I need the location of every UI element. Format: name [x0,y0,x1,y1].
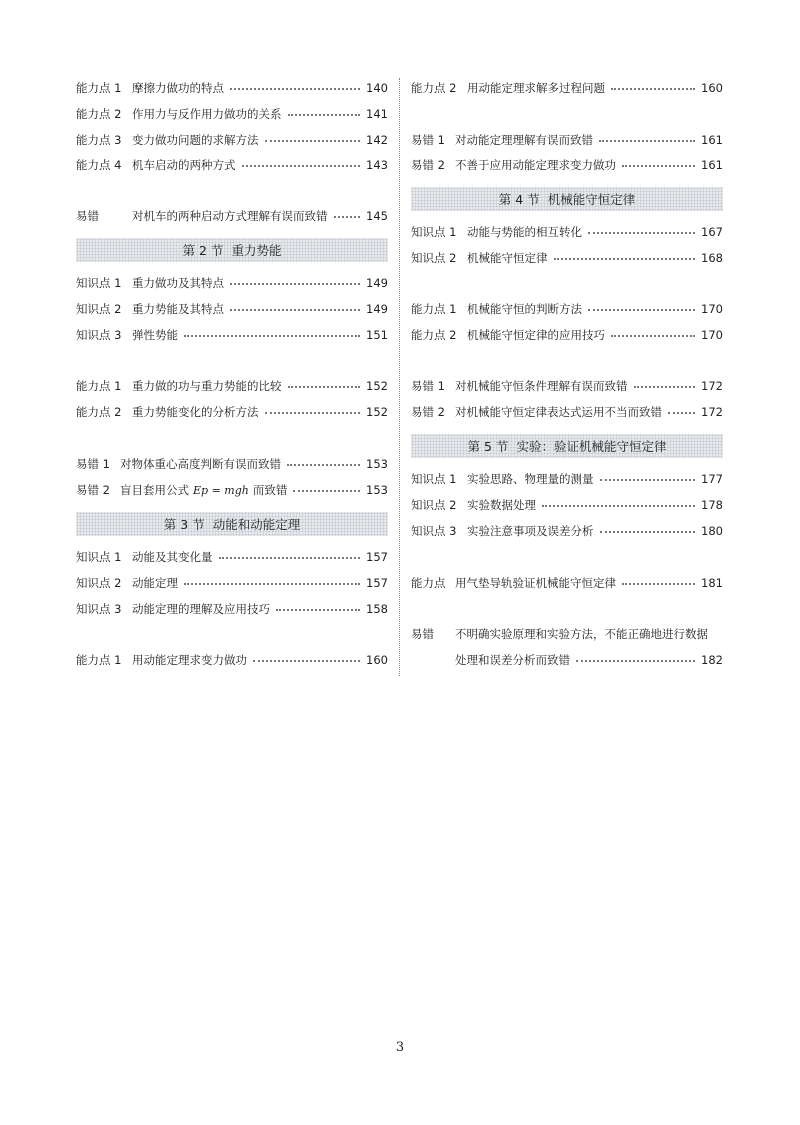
toc-entry[interactable] [76,325,388,345]
dot-leader [253,660,360,662]
entry-title: 重力势能及其特点 [132,302,224,316]
dot-leader [184,335,360,337]
toc-entry-line2[interactable] [411,650,723,670]
dot-leader [184,583,360,585]
dot-leader [588,309,695,311]
entry-label: 易错 [76,209,99,223]
entry-page: 143 [366,158,388,172]
entry-label: 能力点 1 [76,653,122,667]
toc-entry[interactable] [76,299,388,319]
toc-entry[interactable] [76,130,388,150]
entry-page: 152 [366,405,388,419]
entry-title: 不明确实验原理和实验方法，不能正确地进行数据 [455,627,708,641]
toc-entry[interactable] [411,325,723,345]
section-header-3[interactable] [76,512,388,536]
entry-label: 能力点 1 [411,302,457,316]
entry-page: 167 [701,225,723,239]
entry-title: 作用力与反作用力做功的关系 [132,107,282,121]
entry-title: 弹性势能 [132,328,178,342]
entry-label: 易错 2 [411,158,445,172]
dot-leader [265,140,361,142]
entry-title: 用气垫导轨验证机械能守恒定律 [455,576,616,590]
entry-label: 易错 1 [411,379,445,393]
dot-leader [293,490,360,492]
entry-page: 157 [366,576,388,590]
entry-label: 能力点 2 [411,81,457,95]
entry-page: 149 [366,276,388,290]
entry-title: 用动能定理求解多过程问题 [467,81,605,95]
toc-entry[interactable] [76,376,388,396]
toc-entry[interactable] [76,599,388,619]
dot-leader [230,88,360,90]
entry-page: 151 [366,328,388,342]
toc-entry[interactable] [411,521,723,541]
entry-label: 易错 2 [411,405,445,419]
entry-page: 172 [701,379,723,393]
dot-leader [334,216,361,218]
dot-leader [554,258,696,260]
toc-entry[interactable] [76,155,388,175]
dot-leader [611,88,695,90]
dot-leader [599,140,695,142]
toc-entry[interactable] [76,480,388,500]
entry-title: 对物体重心高度判断有误而致错 [120,457,281,471]
entry-title: 动能定理 [132,576,178,590]
entry-page: 178 [701,498,723,512]
dot-leader [219,557,361,559]
entry-title: 对动能定理理解有误而致错 [455,133,593,147]
entry-page: 180 [701,524,723,538]
entry-label: 知识点 2 [76,576,122,590]
section-number: 第 5 节 [467,439,509,454]
entry-page: 181 [701,576,723,590]
entry-title: 动能与势能的相互转化 [467,225,582,239]
entry-title: 重力做的功与重力势能的比较 [132,379,282,393]
toc-entry[interactable] [76,547,388,567]
entry-page: 145 [366,209,388,223]
entry-title: 实验思路、物理量的测量 [467,472,594,486]
entry-label: 易错 2 [76,483,110,497]
dot-leader [287,464,360,466]
entry-title: 机械能守恒的判断方法 [467,302,582,316]
dot-leader [634,386,696,388]
toc-entry[interactable] [411,495,723,515]
entry-title: 对机车的两种启动方式理解有误而致错 [132,209,328,223]
toc-entry[interactable] [411,299,723,319]
entry-page: 161 [701,158,723,172]
entry-title-continued: 处理和误差分析而致错 [455,653,570,667]
section-title: 重力势能 [231,243,282,258]
entry-page: 170 [701,302,723,316]
entry-page: 153 [366,483,388,497]
entry-label: 知识点 2 [76,302,122,316]
section-header-4[interactable] [411,187,723,211]
entry-page: 160 [366,653,388,667]
dot-leader [600,479,696,481]
dot-leader [576,660,695,662]
entry-label: 易错 1 [411,133,445,147]
entry-label: 知识点 3 [411,524,457,538]
section-header-2[interactable] [76,238,388,262]
entry-page: 161 [701,133,723,147]
toc-entry[interactable] [411,376,723,396]
entry-label: 知识点 1 [76,276,122,290]
entry-label: 能力点 2 [76,405,122,419]
entry-title: 对机械能守恒定律表达式运用不当而致错 [455,405,662,419]
entry-title: 机械能守恒定律 [467,251,548,265]
entry-title: 对机械能守恒条件理解有误而致错 [455,379,628,393]
entry-label: 知识点 1 [411,472,457,486]
entry-page: 177 [701,472,723,486]
entry-label: 知识点 1 [411,225,457,239]
entry-label: 易错 [411,627,434,641]
entry-label: 能力点 1 [76,81,122,95]
section-title: 机械能守恒定律 [547,192,636,207]
toc-entry[interactable] [411,573,723,593]
entry-title: 不善于应用动能定理求变力做功 [455,158,616,172]
entry-label: 能力点 2 [76,107,122,121]
section-title: 实验：验证机械能守恒定律 [516,439,667,454]
entry-title: 实验注意事项及误差分析 [467,524,594,538]
toc-entry[interactable] [76,104,388,124]
entry-title: 摩擦力做功的特点 [132,81,224,95]
toc-entry[interactable] [411,78,723,98]
entry-label: 知识点 3 [76,602,122,616]
toc-entry[interactable] [411,469,723,489]
entry-page: 141 [366,107,388,121]
entry-page: 158 [366,602,388,616]
page-number: 3 [395,1040,405,1055]
section-title: 动能和动能定理 [212,517,301,532]
toc-entry[interactable] [411,222,723,242]
entry-page: 157 [366,550,388,564]
column-divider [399,78,400,676]
entry-page: 170 [701,328,723,342]
toc-entry[interactable] [76,573,388,593]
entry-title: 用动能定理求变力做功 [132,653,247,667]
entry-label: 易错 1 [76,457,110,471]
dot-leader [542,505,695,507]
toc-entry[interactable] [76,206,388,226]
section-header-5[interactable] [411,434,723,458]
section-number: 第 2 节 [182,243,224,258]
entry-page: 153 [366,457,388,471]
dot-leader [588,232,695,234]
toc-entry[interactable] [411,130,723,150]
entry-page: 168 [701,251,723,265]
entry-title: 动能定理的理解及应用技巧 [132,602,270,616]
entry-title: 变力做功问题的求解方法 [132,133,259,147]
entry-label: 能力点 4 [76,158,122,172]
toc-entry[interactable] [411,402,723,422]
entry-label: 知识点 1 [76,550,122,564]
toc-entry[interactable] [76,454,388,474]
dot-leader [276,609,360,611]
dot-leader [622,583,695,585]
section-number: 第 3 节 [163,517,205,532]
entry-label: 能力点 1 [76,379,122,393]
dot-leader [668,412,695,414]
entry-page: 172 [701,405,723,419]
dot-leader [611,335,695,337]
dot-leader [242,165,361,167]
entry-page: 149 [366,302,388,316]
entry-page: 140 [366,81,388,95]
entry-title: 实验数据处理 [467,498,536,512]
entry-label: 能力点 [411,576,446,590]
entry-title: 重力做功及其特点 [132,276,224,290]
dot-leader [288,386,361,388]
toc-entry[interactable] [76,273,388,293]
entry-title: 动能及其变化量 [132,550,213,564]
entry-label: 能力点 2 [411,328,457,342]
entry-label: 能力点 3 [76,133,122,147]
entry-title: 机械能守恒定律的应用技巧 [467,328,605,342]
toc-entry[interactable] [411,248,723,268]
toc-entry-line1[interactable] [411,624,723,644]
entry-title: 盲目套用公式 [120,483,189,497]
dot-leader [265,412,361,414]
entry-page: 182 [701,653,723,667]
dot-leader [288,114,361,116]
entry-page: 142 [366,133,388,147]
dot-leader [230,309,360,311]
toc-entry[interactable] [411,155,723,175]
entry-title: 重力势能变化的分析方法 [132,405,259,419]
dot-leader [230,283,360,285]
entry-page: 160 [701,81,723,95]
entry-label: 知识点 2 [411,498,457,512]
toc-entry[interactable] [76,650,388,670]
section-number: 第 4 节 [498,192,540,207]
toc-entry[interactable] [76,78,388,98]
entry-page: 152 [366,379,388,393]
entry-title: 机车启动的两种方式 [132,158,236,172]
entry-label: 知识点 2 [411,251,457,265]
toc-entry[interactable] [76,402,388,422]
entry-label: 知识点 3 [76,328,122,342]
formula-ep-mgh: Ep = mgh [193,483,249,497]
entry-title-suffix: 而致错 [252,483,288,497]
dot-leader [622,165,695,167]
dot-leader [600,531,696,533]
